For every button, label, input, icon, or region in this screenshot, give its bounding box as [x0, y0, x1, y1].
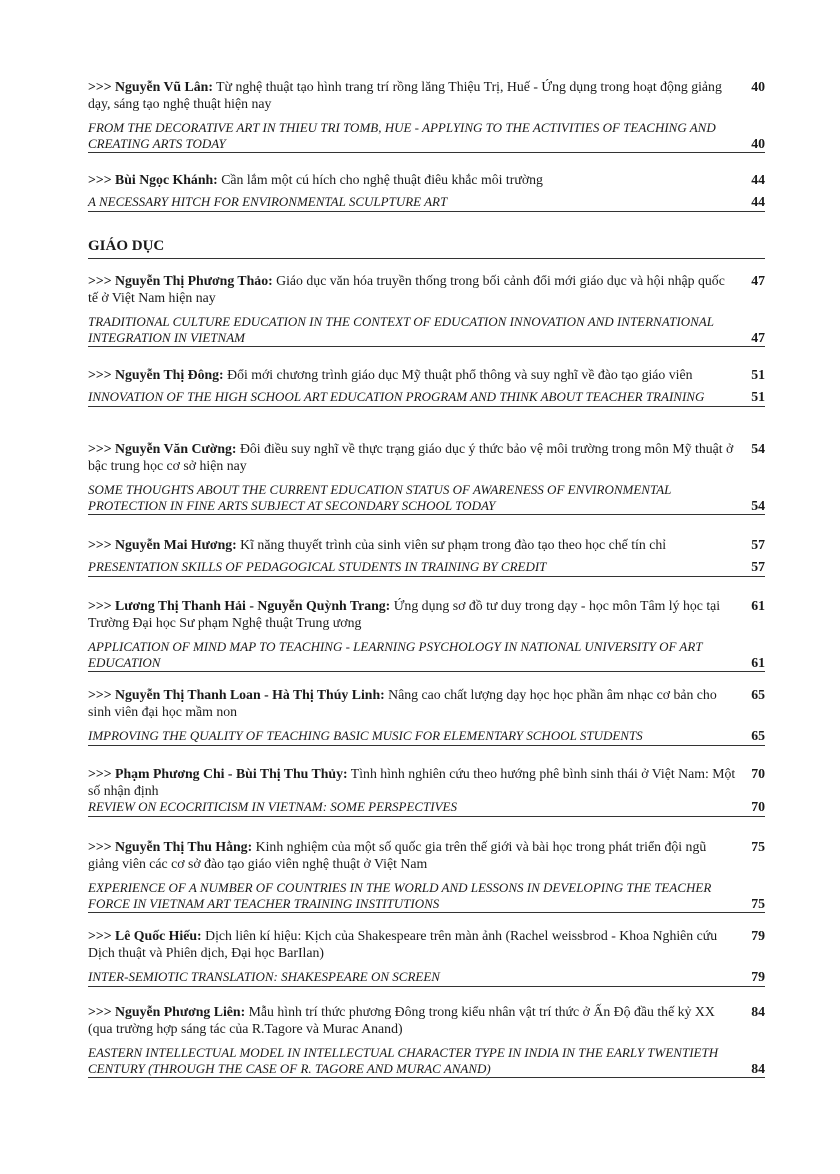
- page-number: 79: [751, 928, 765, 943]
- english-title-line: [88, 120, 765, 153]
- article-line: [88, 272, 765, 306]
- article-citation: [88, 597, 736, 631]
- page-number: 57: [751, 537, 765, 552]
- english-title: APPLICATION OF MIND MAP TO TEACHING - LEARNING PSYCHOLOGY IN NATIONAL UNIVERSITY OF ART EDUCATION: [88, 639, 703, 670]
- english-title: SOME THOUGHTS ABOUT THE CURRENT EDUCATION STATUS OF AWARENESS OF ENVIRONMENTAL PROTECTION IN FINE ARTS SUBJECT AT SECONDARY SCHOOL TODAY: [88, 482, 672, 513]
- english-title-line: [88, 639, 765, 672]
- article-title: Ứng dụng sơ đồ tư duy trong dạy - học môn Tâm lý học tại Trường Đại học Sư phạm Nghệ thuật Trung ương: [88, 598, 721, 630]
- english-title-line: [88, 194, 765, 212]
- article-line: [88, 171, 765, 188]
- english-page-number: 51: [751, 389, 765, 404]
- article-line: [88, 78, 765, 112]
- english-title-line: [88, 799, 765, 817]
- toc-entry: [88, 171, 765, 209]
- article-citation: [88, 765, 736, 799]
- article-author: >>> Lương Thị Thanh Hải - Nguyễn Quỳnh Trang:: [88, 598, 391, 613]
- english-title: IMPROVING THE QUALITY OF TEACHING BASIC MUSIC FOR ELEMENTARY SCHOOL STUDENTS: [88, 728, 643, 743]
- english-title: EXPERIENCE OF A NUMBER OF COUNTRIES IN THE WORLD AND LESSONS IN DEVELOPING THE TEACHER FORCE IN VIETNAM ART TEACHER TRAINING INSTITUTIONS: [88, 880, 712, 911]
- toc-entry: [88, 440, 765, 513]
- page-number: 70: [751, 766, 765, 781]
- article-author: >>> Nguyễn Thị Đông:: [88, 367, 224, 382]
- toc-entry: [88, 78, 765, 151]
- toc-entry: [88, 686, 765, 743]
- english-page-number: 84: [751, 1060, 765, 1076]
- article-citation: [88, 536, 736, 553]
- toc-entry: [88, 597, 765, 670]
- toc-entry: [88, 838, 765, 911]
- english-title: PRESENTATION SKILLS OF PEDAGOGICAL STUDENTS IN TRAINING BY CREDIT: [88, 559, 547, 574]
- english-title: EASTERN INTELLECTUAL MODEL IN INTELLECTUAL CHARACTER TYPE IN INDIA IN THE EARLY TWENTIETH CENTURY (THROUGH THE CASE OF R. TAGORE AND MURAC ANAND): [88, 1045, 719, 1076]
- article-line: [88, 838, 765, 872]
- english-page-number: 70: [751, 799, 765, 814]
- english-title-line: [88, 482, 765, 515]
- article-line: [88, 536, 765, 553]
- article-line: [88, 765, 765, 799]
- english-title: FROM THE DECORATIVE ART IN THIEU TRI TOMB, HUE - APPLYING TO THE ACTIVITIES OF TEACHING AND CREATING ARTS TODAY: [88, 120, 716, 151]
- page-number: 47: [751, 273, 765, 288]
- page-number: 61: [751, 598, 765, 613]
- page-number: 54: [751, 441, 765, 456]
- english-page-number: 65: [751, 728, 765, 743]
- english-title-line: [88, 880, 765, 913]
- article-line: [88, 597, 765, 631]
- article-title: Giáo dục văn hóa truyền thống trong bối cảnh đổi mới giáo dục và hội nhập quốc tế ở Việt Nam hiện nay: [88, 273, 725, 305]
- article-title: Cần lắm một cú hích cho nghệ thuật điêu khắc môi trường: [217, 172, 543, 187]
- english-title-line: [88, 559, 765, 577]
- article-citation: [88, 78, 736, 112]
- english-title: INNOVATION OF THE HIGH SCHOOL ART EDUCATION PROGRAM AND THINK ABOUT TEACHER TRAINING: [88, 389, 705, 404]
- article-author: >>> Bùi Ngọc Khánh:: [88, 172, 218, 187]
- page-number: 75: [751, 839, 765, 854]
- article-line: [88, 927, 765, 961]
- article-title: Dịch liên kí hiệu: Kịch của Shakespeare trên màn ảnh (Rachel weissbrod - Khoa Nghiên cứu Dịch thuật và Phiên dịch, Đại học BarIlan): [88, 928, 718, 960]
- english-title-line: [88, 969, 765, 987]
- article-title: Đổi mới chương trình giáo dục Mỹ thuật phổ thông và suy nghĩ về đào tạo giáo viên: [223, 367, 693, 382]
- article-citation: [88, 366, 736, 383]
- article-author: >>> Phạm Phương Chi - Bùi Thị Thu Thủy:: [88, 766, 348, 781]
- article-title: Tình hình nghiên cứu theo hướng phê bình sinh thái ở Việt Nam: Một số nhận định: [88, 766, 736, 798]
- article-author: >>> Nguyễn Phương Liên:: [88, 1004, 246, 1019]
- article-title: Từ nghệ thuật tạo hình trang trí rồng lăng Thiệu Trị, Huế - Ứng dụng trong hoạt động giảng dạy, sáng tạo nghệ thuật hiện nay: [88, 79, 722, 111]
- toc-entry: [88, 765, 765, 814]
- english-title: INTER-SEMIOTIC TRANSLATION: SHAKESPEARE ON SCREEN: [88, 969, 440, 984]
- article-citation: [88, 1003, 736, 1037]
- english-page-number: 44: [751, 194, 765, 209]
- article-author: >>> Nguyễn Văn Cường:: [88, 441, 237, 456]
- article-title: Mẫu hình trí thức phương Đông trong kiểu nhân vật trí thức ở Ấn Độ đầu thế kỷ XX (qua trường hợp sáng tác của R.Tagore và Murac Anand): [88, 1004, 715, 1036]
- english-title-line: [88, 314, 765, 347]
- english-title: A NECESSARY HITCH FOR ENVIRONMENTAL SCULPTURE ART: [88, 194, 448, 209]
- page-number: 51: [751, 367, 765, 382]
- article-citation: [88, 440, 736, 474]
- article-author: >>> Lê Quốc Hiếu:: [88, 928, 202, 943]
- english-page-number: 47: [751, 329, 765, 345]
- english-page-number: 57: [751, 559, 765, 574]
- article-citation: [88, 686, 736, 720]
- article-author: >>> Nguyễn Thị Thanh Loan - Hà Thị Thúy Linh:: [88, 687, 385, 702]
- article-author: >>> Nguyễn Thị Phương Thảo:: [88, 273, 273, 288]
- article-title: Nâng cao chất lượng dạy học học phần âm nhạc cơ bản cho sinh viên đại học mầm non: [88, 687, 717, 719]
- article-citation: [88, 272, 736, 306]
- article-citation: [88, 838, 736, 872]
- article-citation: [88, 927, 736, 961]
- toc-entry: [88, 1003, 765, 1076]
- article-line: [88, 366, 765, 383]
- english-page-number: 54: [751, 497, 765, 513]
- section-heading: GIÁO DỤC: [88, 238, 765, 259]
- english-title-line: [88, 389, 765, 407]
- english-page-number: 79: [751, 969, 765, 984]
- toc-entry: [88, 927, 765, 984]
- article-title: Kĩ năng thuyết trình của sinh viên sư phạm trong đào tạo theo học chế tín chỉ: [236, 537, 667, 552]
- page-number: 84: [751, 1004, 765, 1019]
- english-title: REVIEW ON ECOCRITICISM IN VIETNAM: SOME PERSPECTIVES: [88, 799, 457, 814]
- article-line: [88, 440, 765, 474]
- toc-entry: [88, 366, 765, 404]
- article-line: [88, 686, 765, 720]
- article-title: Kinh nghiệm của một số quốc gia trên thế giới và bài học trong phát triển đội ngũ giảng viên các cơ sở đào tạo giáo viên nghệ thuật ở Việt Nam: [88, 839, 707, 871]
- english-title: TRADITIONAL CULTURE EDUCATION IN THE CONTEXT OF EDUCATION INNOVATION AND INTERNATIONAL INTEGRATION IN VIETNAM: [88, 314, 714, 345]
- article-line: [88, 1003, 765, 1037]
- english-page-number: 61: [751, 654, 765, 670]
- english-title-line: [88, 1045, 765, 1078]
- article-author: >>> Nguyễn Vũ Lân:: [88, 79, 213, 94]
- article-author: >>> Nguyễn Thị Thu Hằng:: [88, 839, 253, 854]
- toc-entry: [88, 536, 765, 574]
- page-number: 65: [751, 687, 765, 702]
- english-page-number: 40: [751, 135, 765, 151]
- article-citation: [88, 171, 736, 188]
- page-number: 40: [751, 79, 765, 94]
- english-title-line: [88, 728, 765, 746]
- article-author: >>> Nguyễn Mai Hương:: [88, 537, 237, 552]
- english-page-number: 75: [751, 895, 765, 911]
- article-title: Đôi điều suy nghĩ về thực trạng giáo dục ý thức bảo vệ môi trường trong môn Mỹ thuật ở bậc trung học cơ sở hiện nay: [88, 441, 734, 473]
- page-number: 44: [751, 172, 765, 187]
- toc-entry: [88, 272, 765, 345]
